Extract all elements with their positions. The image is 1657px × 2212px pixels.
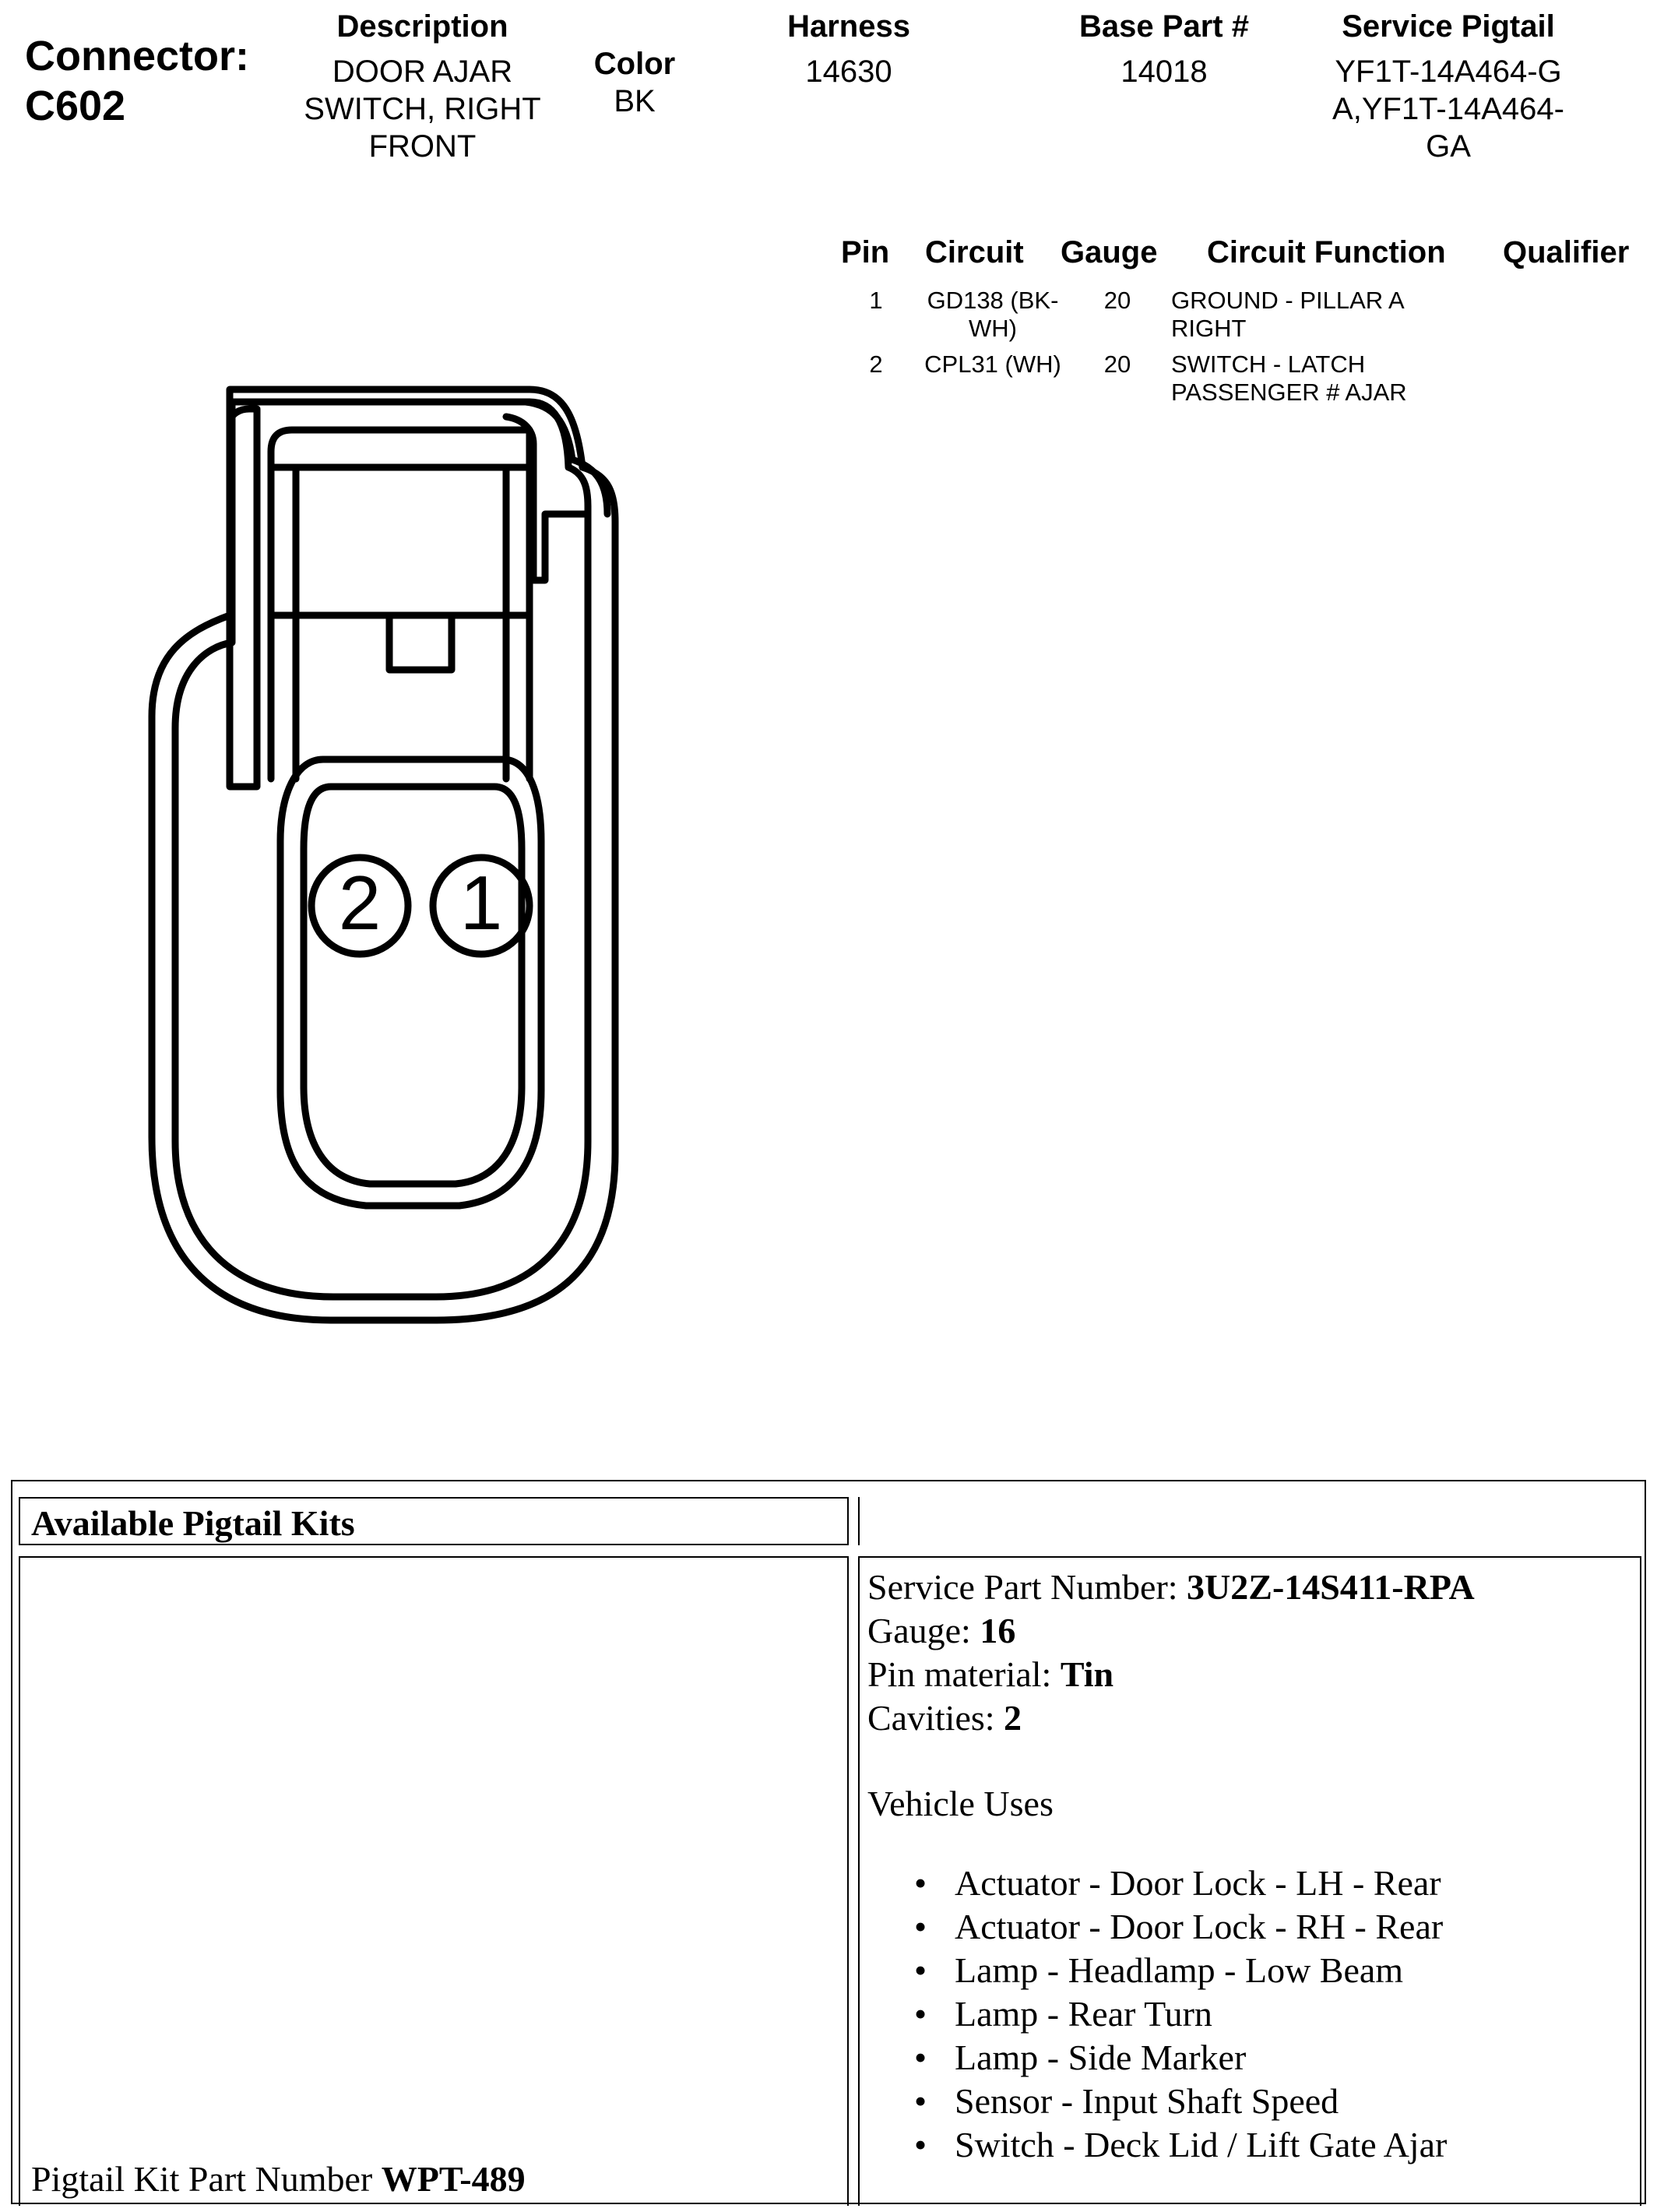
- description-value: DOOR AJAR SWITCH, RIGHT FRONT: [304, 55, 541, 164]
- kit-gauge-label: Gauge:: [867, 1611, 980, 1650]
- harness-header: Harness: [787, 9, 910, 44]
- qualifier-column-header: Qualifier: [1503, 235, 1630, 269]
- harness-column: [748, 8, 950, 90]
- center-tab-top: [271, 467, 529, 615]
- color-column: [576, 45, 693, 120]
- pigtail-kit-table: [11, 1480, 1646, 2204]
- pin-number-2: 2: [869, 350, 883, 378]
- pin-1-label: 1: [459, 860, 503, 946]
- circuit-1: GD138 (BK-WH): [927, 287, 1059, 342]
- kit-image-cell: [19, 1556, 849, 2206]
- center-tab-notch: [389, 615, 452, 670]
- description-column: [288, 8, 557, 165]
- center-tab: [271, 430, 529, 779]
- service-part-label: Service Part Number:: [867, 1567, 1187, 1607]
- circuit-column-header: Circuit: [925, 235, 1024, 269]
- kit-pin-material-value: Tin: [1060, 1654, 1114, 1694]
- kit-pin-material-label: Pin material:: [867, 1654, 1061, 1694]
- kit-title-cell: [19, 1497, 849, 1545]
- pin-insert-inner: [304, 787, 522, 1184]
- connector-label: Connector:: [25, 33, 249, 79]
- circuit-function-2: SWITCH - LATCH PASSENGER # AJAR: [1171, 350, 1407, 406]
- list-item: • Lamp - Rear Turn: [914, 1992, 1447, 2036]
- service-part-number: [867, 1566, 1475, 1609]
- base-part-header: Base Part #: [1079, 9, 1249, 44]
- connector-face-diagram: [140, 374, 670, 1340]
- list-item: • Actuator - Door Lock - LH - Rear: [914, 1862, 1447, 1905]
- circuit-function-column-header: Circuit Function: [1207, 235, 1446, 269]
- kit-header-spacer: [858, 1497, 1641, 1545]
- color-value: BK: [614, 84, 656, 118]
- vehicle-uses-label: Vehicle Uses: [867, 1784, 1054, 1823]
- kit-gauge-value: 16: [980, 1611, 1016, 1650]
- pin-number-1: 1: [869, 287, 883, 314]
- description-header: Description: [336, 9, 508, 44]
- vehicle-uses-list: [914, 1862, 1447, 2167]
- pin-2-label: 2: [338, 860, 382, 946]
- connector-label-block: [25, 31, 249, 131]
- service-part-value: 3U2Z-14S411-RPA: [1187, 1567, 1475, 1607]
- pin-column-header: Pin: [841, 235, 890, 269]
- connector-id: C602: [25, 83, 126, 129]
- kit-cavities: [867, 1696, 1022, 1740]
- kit-part-label: Pigtail Kit Part Number: [31, 2159, 382, 2199]
- base-part-value: 14018: [1120, 55, 1208, 89]
- circuit-function-1: GROUND - PILLAR A RIGHT: [1171, 287, 1404, 342]
- list-item: • Actuator - Door Lock - RH - Rear: [914, 1905, 1447, 1949]
- circuit-2: CPL31 (WH): [924, 350, 1061, 378]
- center-tab-sides: [296, 467, 506, 779]
- service-pigtail-column: [1324, 8, 1573, 165]
- service-pigtail-value: YF1T-14A464-GA,YF1T-14A464-GA: [1332, 55, 1564, 164]
- color-header: Color: [593, 47, 676, 81]
- list-item: • Switch - Deck Lid / Lift Gate Ajar: [914, 2123, 1447, 2167]
- gauge-1: 20: [1103, 287, 1131, 314]
- kit-title: Available Pigtail Kits: [31, 1503, 355, 1543]
- gauge-column-header: Gauge: [1061, 235, 1158, 269]
- service-pigtail-header: Service Pigtail: [1342, 9, 1555, 44]
- list-item: • Sensor - Input Shaft Speed: [914, 2080, 1447, 2123]
- harness-value: 14630: [805, 55, 892, 89]
- kit-cavities-value: 2: [1004, 1698, 1022, 1738]
- pin-insert-outline: [280, 759, 541, 1206]
- list-item: • Lamp - Side Marker: [914, 2036, 1447, 2080]
- gauge-2: 20: [1103, 350, 1131, 378]
- kit-part-number: [31, 2159, 526, 2200]
- kit-cavities-label: Cavities:: [867, 1698, 1004, 1738]
- kit-gauge: [867, 1609, 1015, 1653]
- kit-pin-material: [867, 1653, 1113, 1696]
- kit-part-value: WPT-489: [381, 2159, 526, 2199]
- list-item: • Lamp - Headlamp - Low Beam: [914, 1949, 1447, 1992]
- base-part-column: [1043, 8, 1285, 90]
- kit-details-cell: [858, 1556, 1641, 2206]
